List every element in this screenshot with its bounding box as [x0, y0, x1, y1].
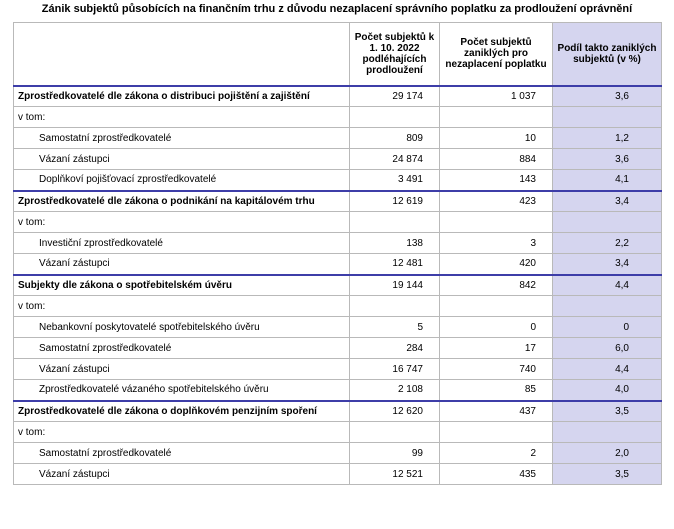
table-row: [14, 212, 662, 233]
row-label: Samostatní zprostředkovatelé: [14, 338, 350, 359]
cell-share: [553, 212, 662, 233]
row-label: Nebankovní poskytovatelé spotřebitelského úvěru: [14, 317, 350, 338]
cell-share: 3,4: [553, 191, 662, 212]
table-row: [14, 401, 662, 422]
table-row: [14, 338, 662, 359]
row-label: Investiční zprostředkovatelé: [14, 233, 350, 254]
cell-count: 5: [350, 317, 440, 338]
row-label: Subjekty dle zákona o spotřebitelském úvěru: [14, 275, 350, 296]
row-label: Zprostředkovatelé dle zákona o podnikání na kapitálovém trhu: [14, 191, 350, 212]
row-label: Vázaní zástupci: [14, 254, 350, 275]
table-row: [14, 275, 662, 296]
row-label: Doplňkoví pojišťovací zprostředkovatelé: [14, 170, 350, 191]
table-row: [14, 296, 662, 317]
cell-count: 16 747: [350, 359, 440, 380]
cell-share: 2,2: [553, 233, 662, 254]
table-row: [14, 443, 662, 464]
cell-ceased: 85: [440, 380, 553, 401]
row-label: Zprostředkovatelé dle zákona o doplňkovém penzijním spoření: [14, 401, 350, 422]
cell-share: 4,4: [553, 359, 662, 380]
table-row: [14, 359, 662, 380]
row-label: Vázaní zástupci: [14, 464, 350, 485]
header-share: Podíl takto zaniklých subjektů (v %): [553, 23, 662, 86]
table-title: Zánik subjektů působících na finančním trhu z důvodu nezaplacení správního poplatku za prodloužení oprávnění: [41, 3, 633, 15]
row-label: Zprostředkovatelé dle zákona o distribuci pojištění a zajištění: [14, 86, 350, 107]
row-label: Zprostředkovatelé vázaného spotřebitelského úvěru: [14, 380, 350, 401]
cell-count: 2 108: [350, 380, 440, 401]
cell-share: 4,0: [553, 380, 662, 401]
table-row: [14, 128, 662, 149]
cell-count: 3 491: [350, 170, 440, 191]
cell-share: 3,6: [553, 86, 662, 107]
header-count: Počet subjektů k 1. 10. 2022 podléhajících prodloužení: [350, 23, 440, 86]
cell-count: [350, 107, 440, 128]
cell-count: 284: [350, 338, 440, 359]
cell-ceased: 17: [440, 338, 553, 359]
cell-ceased: 10: [440, 128, 553, 149]
cell-ceased: 2: [440, 443, 553, 464]
table-body: [14, 86, 662, 485]
cell-ceased: 3: [440, 233, 553, 254]
cell-count: [350, 422, 440, 443]
table-row: [14, 254, 662, 275]
row-label: Samostatní zprostředkovatelé: [14, 128, 350, 149]
table-row: [14, 107, 662, 128]
cell-ceased: 423: [440, 191, 553, 212]
cell-count: 12 481: [350, 254, 440, 275]
data-table: [13, 22, 662, 485]
cell-count: 24 874: [350, 149, 440, 170]
row-label: Vázaní zástupci: [14, 149, 350, 170]
cell-ceased: [440, 107, 553, 128]
cell-count: 12 620: [350, 401, 440, 422]
cell-share: 2,0: [553, 443, 662, 464]
cell-ceased: 1 037: [440, 86, 553, 107]
cell-count: 19 144: [350, 275, 440, 296]
row-label: v tom:: [14, 422, 350, 443]
cell-ceased: [440, 422, 553, 443]
table-row: [14, 317, 662, 338]
table-row: [14, 422, 662, 443]
cell-count: 138: [350, 233, 440, 254]
table-row: [14, 380, 662, 401]
row-label: Samostatní zprostředkovatelé: [14, 443, 350, 464]
row-label: v tom:: [14, 296, 350, 317]
cell-ceased: 420: [440, 254, 553, 275]
header-ceased: Počet subjektů zaniklých pro nezaplacení poplatku: [440, 23, 553, 86]
cell-count: [350, 296, 440, 317]
cell-share: 3,4: [553, 254, 662, 275]
table-row: [14, 149, 662, 170]
row-label: Vázaní zástupci: [14, 359, 350, 380]
cell-ceased: [440, 296, 553, 317]
cell-count: 99: [350, 443, 440, 464]
cell-ceased: 842: [440, 275, 553, 296]
header-category: [14, 23, 350, 86]
cell-ceased: 884: [440, 149, 553, 170]
row-label: v tom:: [14, 107, 350, 128]
cell-count: [350, 212, 440, 233]
cell-share: [553, 296, 662, 317]
table-row: [14, 191, 662, 212]
cell-ceased: 143: [440, 170, 553, 191]
cell-ceased: 0: [440, 317, 553, 338]
cell-share: 3,5: [553, 464, 662, 485]
cell-share: 1,2: [553, 128, 662, 149]
header-row: [14, 23, 662, 86]
table-row: [14, 464, 662, 485]
cell-ceased: 437: [440, 401, 553, 422]
cell-share: [553, 107, 662, 128]
cell-count: 12 521: [350, 464, 440, 485]
cell-share: 4,4: [553, 275, 662, 296]
cell-share: [553, 422, 662, 443]
cell-ceased: [440, 212, 553, 233]
table-row: [14, 233, 662, 254]
cell-count: 29 174: [350, 86, 440, 107]
cell-share: 3,6: [553, 149, 662, 170]
cell-share: 6,0: [553, 338, 662, 359]
cell-share: 4,1: [553, 170, 662, 191]
cell-share: 3,5: [553, 401, 662, 422]
cell-count: 809: [350, 128, 440, 149]
cell-ceased: 740: [440, 359, 553, 380]
table-row: [14, 86, 662, 107]
row-label: v tom:: [14, 212, 350, 233]
cell-count: 12 619: [350, 191, 440, 212]
table-row: [14, 170, 662, 191]
cell-ceased: 435: [440, 464, 553, 485]
cell-share: 0: [553, 317, 662, 338]
